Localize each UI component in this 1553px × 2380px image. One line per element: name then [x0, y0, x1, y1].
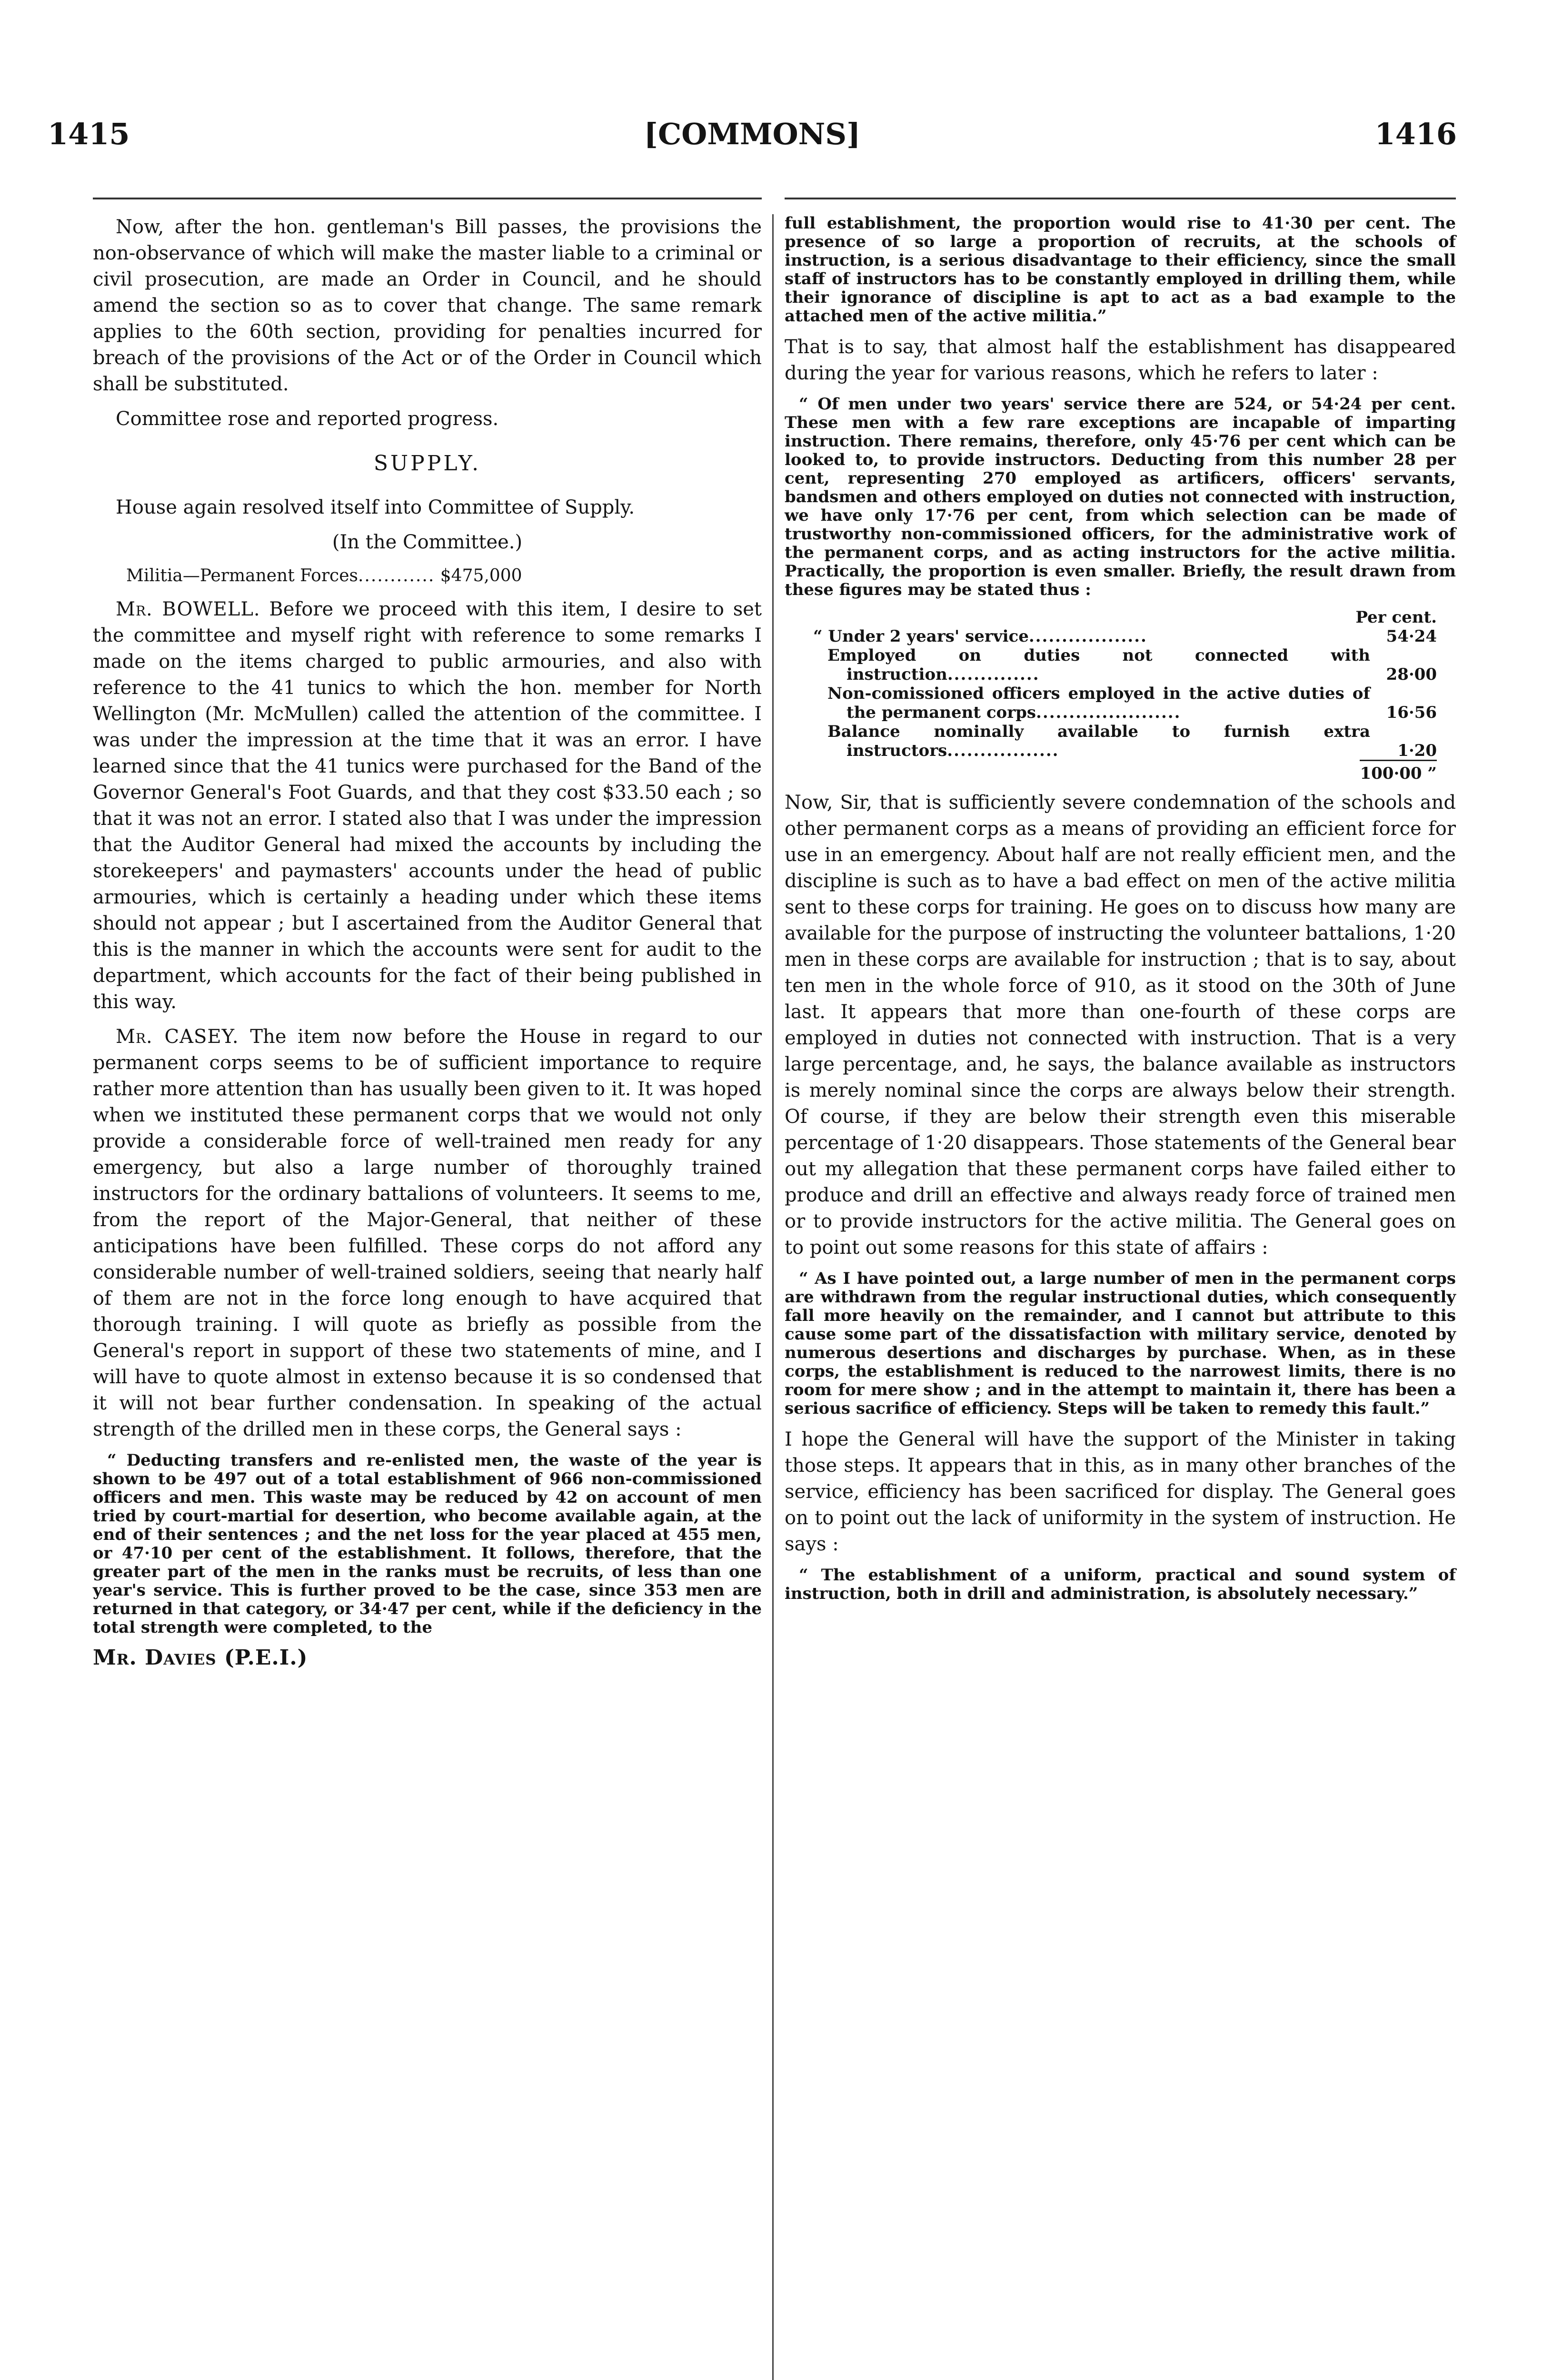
vote-label: Militia—Permanent Forces — [126, 566, 358, 585]
paragraph-almost-half: That is to say, that almost half the establishment has disappeared during the year for various reasons, which he refers to later : — [785, 336, 1456, 384]
header-rule-right — [785, 198, 1456, 199]
table-total — [785, 764, 1456, 783]
total-value: 100·00 ” — [1360, 760, 1437, 783]
table-row — [785, 684, 1456, 722]
table-row — [785, 646, 1456, 684]
running-footer: Mr. Davies (P.E.I.) — [93, 1646, 308, 1670]
page-header — [48, 102, 1457, 159]
quote-waste-of-year: “ Deducting transfers and re-enlisted men, the waste of the year is shown to be 497 out of a total establishment of 966 non-commissioned officers and men. This waste may be reduced by 42 on account of men tried by court-martial for desertion, who become available again, at the end of their sentences ; and the net loss for the year placed at 455 men, or 47·10 per cent of the establishment. It follows, therefore, that the greater part of the men in the ranks must be recruits, of less than one year's service. This is further proved to be the case, since 353 men are returned in that category, or 34·47 per cent, while if the deficiency in the total strength were completed, to the — [93, 1451, 762, 1637]
row-leader-dots: .................. — [1028, 627, 1147, 646]
paragraph-bill-provisions: Now, after the hon. gentleman's Bill passes, the provisions the non-observance of which will make the master liable to a criminal or civil prosecution, are made an Order in Council, and he should amend the section so as to cover that change. The same remark applies to the 60th section, providing for penalties incurred for breach of the provisions of the Act or of the Order in Council which shall be substituted. — [93, 216, 762, 395]
row-value: 1·20 — [1397, 741, 1437, 760]
paragraph-in-committee: (In the Committee.) — [332, 531, 523, 553]
quote-uniform-system: “ The establishment of a uniform, practical and sound system of instruction, both in drill and administration, is absolutely necessary.” — [785, 1566, 1456, 1603]
speech-casey — [93, 1024, 762, 1443]
row-leader-dots: ................. — [947, 741, 1059, 760]
row-value: 28·00 — [1386, 665, 1437, 684]
paragraph-hope-general: I hope the General will have the support of the Minister in taking those steps. It appears that in this, as in many other branches of the service, efficiency has been sacrificed for display. The General goes on to point out the lack of uniformity in the system of instruction. He says : — [785, 1428, 1456, 1555]
row-value: 16·56 — [1386, 703, 1437, 722]
paragraph-committee-rose: Committee rose and reported progress. — [116, 408, 499, 430]
row-label: Employed on duties not connected with instruction — [827, 646, 1370, 684]
paragraph-house-resolved: House again resolved itself into Committee of Supply. — [116, 496, 635, 518]
speaker-name: Mr. CASEY. — [116, 1026, 239, 1048]
speech-text: Before we proceed with this item, I desire to set the committee and myself right with reference to some remarks I made on the items charged to public armouries, and also with reference to the 41 tunics to which the hon. member for North Wellington (Mr. McMullen) called the attention of the committee. I was under the impression at the time that it was an error. I have learned since that the 41 tunics were purchased for the Band of the Governor General's Foot Guards, and that they cost $33.50 each ; so that it was not an error. I stated also that I was under the impression that the Auditor General had mixed the accounts by including the storekeepers' and paymasters' accounts under the head of public armouries, which is certainly a heading under which these items should not appear ; but I ascertained from the Auditor General that this is the manner in which the accounts were sent for audit to the department, which accounts for the fact of their being published in this way. — [93, 598, 762, 1013]
row-leader-dots: .............. — [947, 665, 1040, 684]
page-number-left: 1415 — [48, 117, 130, 151]
page-title: [COMMONS] — [644, 117, 861, 151]
table-row — [785, 627, 1456, 646]
speech-bowell — [93, 596, 762, 1015]
right-column — [785, 214, 1456, 1612]
row-label: Non-comissioned officers employed in the active duties of the permanent corps — [827, 684, 1370, 722]
speech-text: The item now before the House in regard to our permanent corps seems to be of sufficient importance to require rather more attention than has usually been given to it. It was hoped when we instituted these permanent corps that we would not only provide a considerable force of well-trained men ready for any emergency, but also a large number of thoroughly trained instructors for the ordinary battalions of volunteers. It seems to me, from the report of the Major-General, that neither of these anticipations have been fulfilled. These corps do not afford any considerable number of well-trained soldiers, seeing that nearly half of them are not in the force long enough to have acquired that thorough training. I will quote as briefly as possible from the General's report in support of these two statements of mine, and I will have to quote almost in extenso because it is so condensed that it will not bear further condensation. In speaking of the actual strength of the drilled men in these corps, the General says : — [93, 1026, 762, 1440]
column-divider — [772, 214, 774, 2380]
table-row — [785, 722, 1456, 760]
vote-item — [93, 564, 762, 588]
left-column — [93, 214, 762, 1678]
percentage-table — [785, 608, 1456, 783]
quote-waste-continued: full establishment, the proportion would rise to 41·30 per cent. The presence of so large a proportion of recruits, at the schools of instruction, is a serious disadvantage to their efficiency, since the small staff of instructors has to be constantly employed in drilling them, while their ignorance of discipline is apt to act as a bad example to the attached men of the active militia.” — [785, 214, 1456, 326]
speaker-name: Mr. BOWELL. — [116, 598, 260, 620]
section-heading-supply: SUPPLY. — [373, 451, 481, 476]
page-number-right: 1416 — [1374, 117, 1457, 151]
row-value: 54·24 — [1386, 627, 1437, 646]
quote-pointed-out: “ As I have pointed out, a large number of men in the permanent corps are withdrawn from the regular instructional duties, which consequently fall more heavily on the remainder, and I cannot but attribute to this cause some part of the dissatisfaction with military service, denoted by numerous desertions and discharges by purchase. When, as in these corps, the establishment is reduced to the narrowest limits, there is no room for mere show ; and in the attempt to maintain it, there has been a serious sacrifice of efficiency. Steps will be taken to remedy this fault.” — [785, 1269, 1456, 1418]
row-leader-dots: ...................... — [1036, 703, 1181, 722]
header-rule-left — [93, 198, 762, 199]
row-label: “ Under 2 years' service — [813, 627, 1029, 646]
row-label: Balance nominally available to furnish extra instructors — [827, 722, 1370, 760]
vote-leader-dots: ............ — [358, 566, 435, 585]
vote-amount: $475,000 — [440, 566, 522, 585]
quote-two-years-service: “ Of men under two years' service there are 524, or 54·24 per cent. These men with a few rare exceptions are incapable of imparting instruction. There remains, therefore, only 45·76 per cent which can be looked to, to provide instructors. Deducting from this number 28 per cent, representing 270 employed as artificers, officers' servants, bandsmen and others employed on duties not connected with instruction, we have only 17·76 per cent, from which selection can be made of trustworthy non-commissioned officers, for the administrative work of the permanent corps, and as acting instructors for the active militia. Practically, the proportion is even smaller. Briefly, the result drawn from these figures may be stated thus : — [785, 395, 1456, 599]
paragraph-severe-condemnation: Now, Sir, that is sufficiently severe condemnation of the schools and other permanent corps as a means of providing an efficient force for use in an emergency. About half are not really efficient men, and the discipline is such as to have a bad effect on men of the active militia sent to these corps for training. He goes on to discuss how many are available for the purpose of instructing the volunteer battalions, 1·20 men in these corps are available for instruction ; that is to say, about ten men in the whole force of 910, as it stood on the 30th of June last. It appears that more than one-fourth of these corps are employed in duties not connected with instruction. That is a very large percentage, and, he says, the balance available as instructors is merely nominal since the corps are always below their strength. Of course, if they are below their strength even this miserable percentage of 1·20 disappears. Those statements of the General bear out my allegation that these permanent corps have failed either to produce and drill an effective and always ready force of trained men or to provide instructors for the active militia. The General goes on to point out some reasons for this state of affairs : — [785, 792, 1456, 1259]
table-header: Per cent. — [1355, 608, 1437, 627]
